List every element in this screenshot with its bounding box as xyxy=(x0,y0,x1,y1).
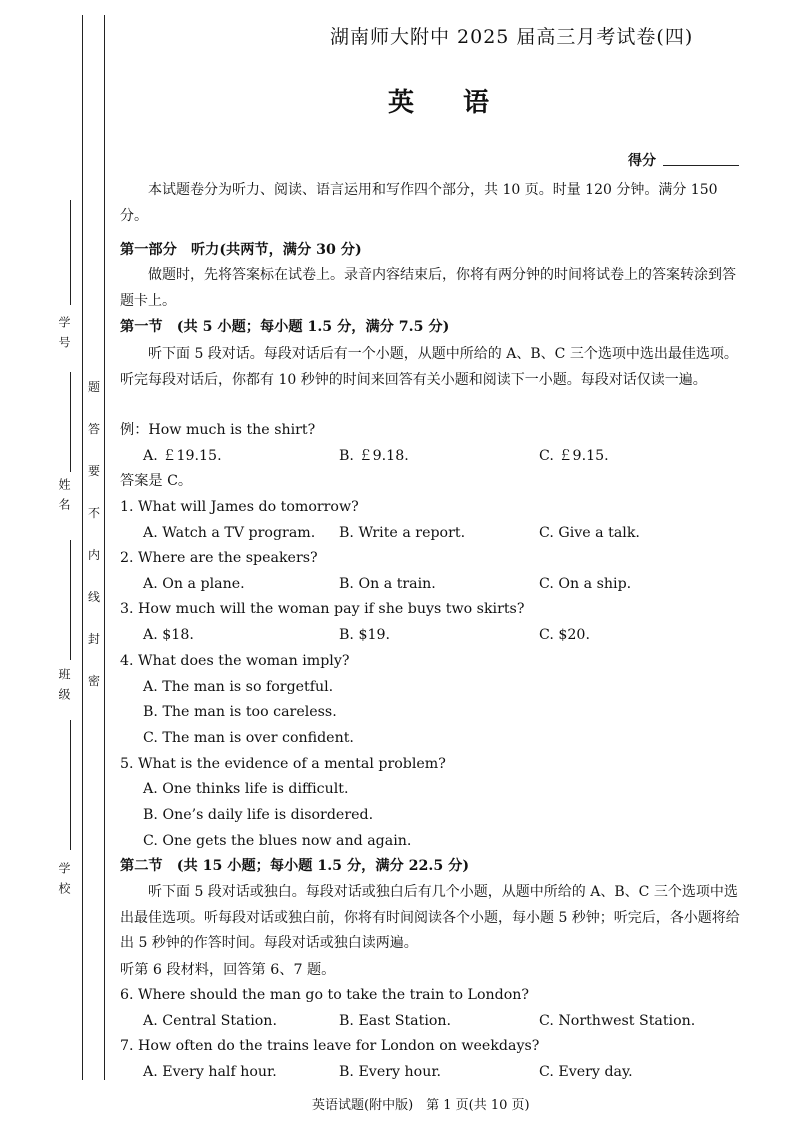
page-footer: 英语试题(附中版) 第 1 页(共 10 页) xyxy=(312,1098,530,1113)
class-blank[interactable] xyxy=(70,540,71,660)
subject-title: 英 语 xyxy=(388,88,510,118)
seal-char: 要 xyxy=(88,464,101,478)
seal-char: 题 xyxy=(88,380,101,394)
question-2: 2. Where are the speakers? xyxy=(120,550,318,566)
question-7: 7. How often do the trains leave for London on weekdays? xyxy=(120,1038,540,1054)
example-answer: 答案是 C。 xyxy=(120,473,193,489)
score-blank[interactable] xyxy=(663,165,739,166)
material-note: 听第 6 段材料，回答第 6、7 题。 xyxy=(120,962,336,978)
q2-option-b[interactable]: B. On a train. xyxy=(339,576,436,592)
q7-option-a[interactable]: A. Every half hour. xyxy=(143,1064,277,1080)
name-blank[interactable] xyxy=(70,372,71,472)
binding-line-left xyxy=(82,15,83,1080)
seal-char: 内 xyxy=(88,548,101,562)
q6-option-b[interactable]: B. East Station. xyxy=(339,1013,452,1029)
question-5: 5. What is the evidence of a mental problem? xyxy=(120,756,446,772)
student-id-blank[interactable] xyxy=(70,200,71,305)
q3-option-a[interactable]: A. $18. xyxy=(143,627,194,643)
section2-instructions: 听下面 5 段对话或独白。每段对话或独白后有几个小题，从题中所给的 A、B、C 三个选项中选出最佳选项。听每段对话或独白前，你将有时间阅读各个小题，每小题 5 秒钟；听完后，各小题将给出 5 秒钟的作答时间。每段对话或独白读两遍。 xyxy=(120,884,740,951)
section1-title: 第一节 (共 5 小题；每小题 1.5 分，满分 7.5 分) xyxy=(120,319,450,335)
q1-option-b[interactable]: B. Write a report. xyxy=(339,525,466,541)
q7-option-b[interactable]: B. Every hour. xyxy=(339,1064,442,1080)
q6-option-c[interactable]: C. Northwest Station. xyxy=(539,1013,696,1029)
question-4: 4. What does the woman imply? xyxy=(120,653,350,669)
q2-option-a[interactable]: A. On a plane. xyxy=(143,576,245,592)
exam-title: 湖南师大附中 2025 届高三月考试卷(四) xyxy=(330,26,694,48)
q4-option-a[interactable]: A. The man is so forgetful. xyxy=(143,679,334,695)
q1-option-a[interactable]: A. Watch a TV program. xyxy=(143,525,316,541)
student-id-label: 学 号 xyxy=(57,316,71,350)
seal-char: 封 xyxy=(88,632,101,646)
school-blank[interactable] xyxy=(70,720,71,850)
seal-char: 密 xyxy=(88,674,101,688)
q5-option-c[interactable]: C. One gets the blues now and again. xyxy=(143,833,412,849)
example-option-a: A. ￡19.15. xyxy=(143,448,222,464)
q3-option-b[interactable]: B. $19. xyxy=(339,627,391,643)
seal-char: 不 xyxy=(88,506,101,520)
q5-option-a[interactable]: A. One thinks life is difficult. xyxy=(143,781,349,797)
name-label: 姓 名 xyxy=(57,478,71,512)
class-label: 班 级 xyxy=(57,668,71,702)
q4-option-c[interactable]: C. The man is over confident. xyxy=(143,730,354,746)
q3-option-c[interactable]: C. $20. xyxy=(539,627,590,643)
section1-instructions: 听下面 5 段对话。每段对话后有一个小题，从题中所给的 A、B、C 三个选项中选出最佳选项。听完每段对话后，你都有 10 秒钟的时间来回答有关小题和阅读下一小题。每段对话仅读一遍。 xyxy=(120,346,738,388)
example-option-c: C. ￡9.15. xyxy=(539,448,609,464)
part1-instructions: 做题时，先将答案标在试卷上。录音内容结束后，你将有两分钟的时间将试卷上的答案转涂到答题卡上。 xyxy=(120,267,736,309)
intro-paragraph: 本试题卷分为听力、阅读、语言运用和写作四个部分，共 10 页。时量 120 分钟。满分 150 分。 xyxy=(120,182,718,224)
part1-title: 第一部分 听力(共两节，满分 30 分) xyxy=(120,242,362,258)
school-label: 学 校 xyxy=(57,862,71,896)
q1-option-c[interactable]: C. Give a talk. xyxy=(539,525,640,541)
section2-title: 第二节 (共 15 小题；每小题 1.5 分，满分 22.5 分) xyxy=(120,858,470,874)
example-option-b: B. ￡9.18. xyxy=(339,448,409,464)
q4-option-b[interactable]: B. The man is too careless. xyxy=(143,704,337,720)
question-3: 3. How much will the woman pay if she buys two skirts? xyxy=(120,601,525,617)
q2-option-c[interactable]: C. On a ship. xyxy=(539,576,632,592)
question-1: 1. What will James do tomorrow? xyxy=(120,499,359,515)
question-6: 6. Where should the man go to take the train to London? xyxy=(120,987,530,1003)
score-label: 得分 xyxy=(628,153,656,169)
q7-option-c[interactable]: C. Every day. xyxy=(539,1064,633,1080)
seal-char: 线 xyxy=(88,590,101,604)
seal-char: 答 xyxy=(88,422,101,436)
binding-line-right xyxy=(104,15,105,1080)
q6-option-a[interactable]: A. Central Station. xyxy=(143,1013,277,1029)
q5-option-b[interactable]: B. One’s daily life is disordered. xyxy=(143,807,374,823)
example-question: 例：How much is the shirt? xyxy=(120,422,316,438)
